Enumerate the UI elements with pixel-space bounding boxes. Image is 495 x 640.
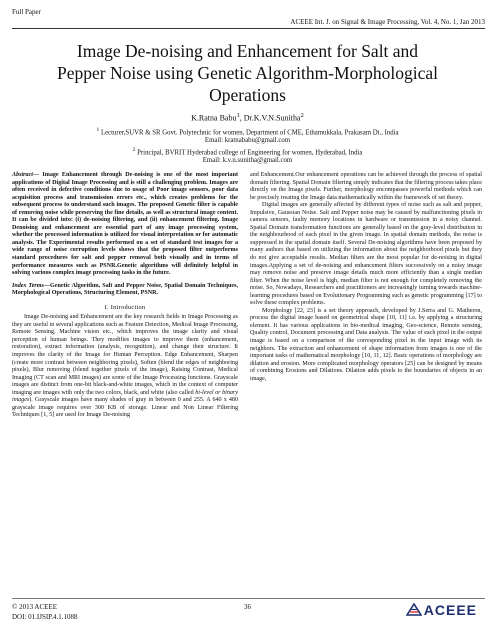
author-1-sup: 1 [236, 112, 240, 119]
running-header-journal: ACEEE Int. J. on Signal & Image Processing, Vol. 4, No. 1, Jan 2013 [290, 18, 485, 26]
title-line-3: Operations [209, 85, 286, 105]
index-terms [12, 283, 238, 298]
aceee-logo-text: ACEEE [423, 602, 477, 618]
email-2: Email: k.v.n.sunitha@gmail.com [202, 157, 293, 164]
author-separator: , [239, 113, 244, 123]
right-paragraph-3: Morphology [22, 23] is a set theory approach, developed by J.Serra and G. Matheron, process the digital image based on geometrical shape [10, 11] i.e. by applying a structuring element. It has various applications in bio-medical imaging, Geo-science, Remote sensing, Quality control, Document processing and Data analysis. The value of each pixel in the output image is based on a comparison of the corresponding pixel in the input image with its neighbors. The extraction and enhancement of shape information from images is one of the important tasks of mathematical morphology [10, 11, 12]. Basic operations of morphology are dilation and erosion. More complicated morphology operators [25] can be designed by means of combining Erosions and Dilations. Dilation adds pixels to the boundaries of objects in an image, [250, 307, 482, 382]
intro-p1-emphasis: bi-level or binary images [12, 389, 238, 404]
affiliation-1-sup: 1 [96, 127, 100, 133]
email-1: Email: kratnababu@gmail.com [204, 137, 291, 144]
author-2: Dr.K.V.N.Sunitha [243, 113, 301, 123]
right-paragraph-2: Digital images are generally affected by different types of noise such as salt and pepper, Impulsive, Gaussian Noise. Salt and Pepper noise may be caused by malfunctioning pixels in camera sensors, faulty memory locations in hardware or transmission in a noisy channel. Spatial Domain transformation functions are generally based on the gray-level distribution in the neighbourhood of each pixel in the given image. In spatial domain methods, the noise is suppressed in the spatial domain itself. Several De-noising algorithms have been proposed by many authors that based on utilizing the information about the neighborhood pixels but they do not give acceptable results. Median filters are the most popular for de-noising in digital images.Applying a set of de-noising and enhancement filters successively on a noisy image may remove noise and preserve image details much more efficiently than a single median filter. When the noise level is high, median filter is not enough for completely removing the noise. So, Nowadays, Researchers and practitioners are increasingly turning towards machine-learning procedures based on Evolutionary Programming such as genetic programming [17] to solve these complex problems. [250, 202, 482, 307]
affiliation-1-text: Lecturer,SUVR & SR Govt. Polytechnic for women, Department of CME, Ethamukkala, Prakasam Dt., India [99, 129, 399, 137]
running-header-label: Full Paper [12, 8, 41, 16]
footer-rule [12, 598, 485, 599]
affiliation-2-sup: 2 [132, 147, 136, 153]
index-terms-label: Index Terms [12, 282, 44, 289]
affiliation-2-text: Principal, BVRIT Hyderabad college of Engineering for women, Hyderabad, India [135, 149, 363, 157]
index-terms-text: —Genetic Algorithm, Salt and Pepper Noise, Spatial Domain Techniques, Morphological Operations, Structuring Element, PSNR. [12, 282, 238, 297]
abstract-text: — Image Enhancement through De-noising is one of the most important applications of Digital Image Processing and is still a challenging problem. Images are often received in defective conditions due to usage of Poor image sensors, poor data acquisition process and transmission errors etc., which creates problems for the subsequent process to understand such images. The proposed Genetic filter is capable of removing noise while preserving the fine details, as well as structural image content. It can be divided into: (i) de-noising filtering, and (ii) enhancement filtering. Image Denoising and enhancement are essential part of any image processing system, whether the processed information is utilized for visual interpretation or for automatic analysis. The Experimental results performed on a set of standard test images for a wide range of noise corruption levels shows that the proposed filter outperforms standard procedures for salt and pepper removal both visually and in terms of performance measures such as PSNR.Genetic algorithms will definitely helpful in solving various complex image processing tasks in the future. [12, 172, 238, 277]
footer-doi: DOI: 01.IJSIP.4.1.1088 [12, 613, 78, 621]
intro-p1-end: ). Grayscale images have many shades of gray in between 0 and 255. A 640 x 480 grayscale image requires over 300 KB of storage. Linear and Non Linear Filtering Techniques [1, 5] are used for Image De-noising [12, 397, 238, 419]
left-column [12, 172, 238, 420]
intro-paragraph-1 [12, 314, 238, 420]
author-list [0, 112, 495, 123]
right-column [250, 172, 482, 383]
paper-title [40, 40, 455, 106]
author-2-sup: 2 [300, 112, 304, 119]
header-rule [12, 28, 485, 29]
right-paragraph-1: and Enhancement.Our enhancement operations can be achieved through the process of spatial domain filtering. Spatial Domain filtering simply indicates that the filtering process takes place directly on the Image pixels. Further, morphology encompasses powerful methods which can be precisely treating the Image data mathematically within the framework of set theory. [250, 172, 483, 201]
footer-copyright: © 2013 ACEEE [12, 603, 57, 611]
section-heading-introduction: I. Introduction [104, 303, 146, 311]
abstract-label: Abstract [12, 172, 33, 178]
aceee-logo [406, 602, 477, 618]
title-line-1: Image De-noising and Enhancement for Salt and [76, 41, 419, 61]
aceee-logo-icon [406, 603, 422, 617]
page-number: 36 [244, 603, 251, 611]
intro-p1-text: Image De-noising and Enhancement are the key research fields in Image Processing as they are useful in several applications such as Feature Detection, Medical Image Processing, Remote Sensing, Machine vision etc., which improves the image clarity and visual perception of human beings. They modifies images to improve them (enhancement, restoration), extract information (analysis, recognition), and change their structure. It improves the clarity of the Image for Human Perception. Edge Enhancement, Sharpen (create more contrast between neighboring pixels), Soften (blend the edges of neighboring pixels), Blur removing (blend together pixels of the image), Raising Contrast, Medical Imaging (CT scan and MRI images) are some of the Image Processing functions. Grayscale images are distinct from one-bit black-and-white images, which in the context of computer imaging are images with only the two colors, black, and white (also called [12, 314, 238, 396]
abstract [12, 172, 238, 278]
author-1: K.Ratna Babu [191, 113, 237, 123]
title-line-2: Pepper Noise using Genetic Algorithm-Morphological [56, 63, 439, 83]
